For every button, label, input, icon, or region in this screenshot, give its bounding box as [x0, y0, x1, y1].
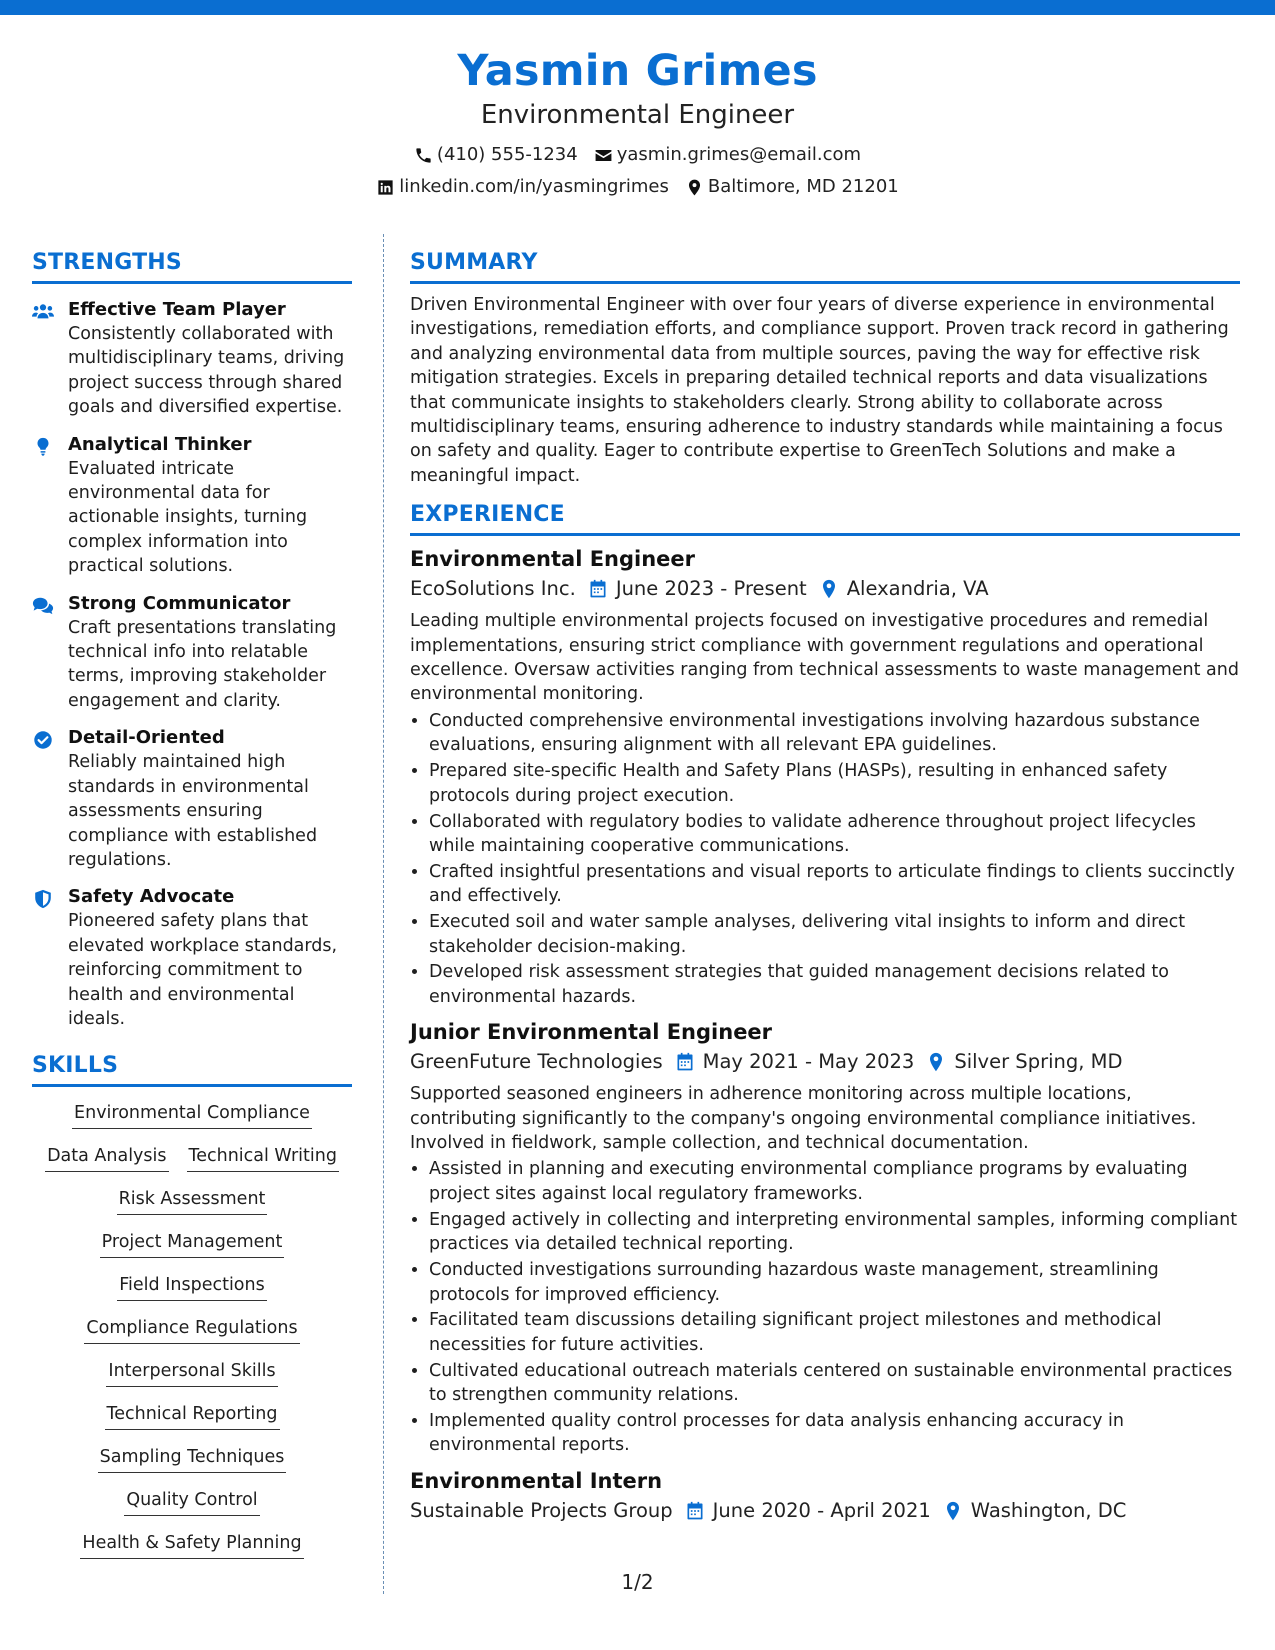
job-meta — [410, 1496, 1240, 1526]
bullet-item: • Conducted investigations surrounding hazardous waste management, streamlining protocols for improved efficiency. — [429, 1258, 1240, 1307]
job-company: Sustainable Projects Group — [410, 1498, 673, 1522]
bullet-item: • Prepared site-specific Health and Safety Plans (HASPs), resulting in enhanced safety protocols during project execution. — [429, 759, 1240, 808]
strength-item — [32, 298, 352, 420]
map-marker-icon — [685, 178, 704, 197]
strength-item — [32, 433, 352, 579]
skills-list — [32, 1101, 352, 1559]
job-title: Environmental Engineer — [410, 547, 696, 572]
bullet-item: • Facilitated team discussions detailing significant project milestones and methodical necessities for future activities. — [429, 1308, 1240, 1357]
bullet-item: • Developed risk assessment strategies that guided management decisions related to environmental hazards. — [429, 960, 1240, 1009]
skill-tag: Health & Safety Planning — [80, 1531, 303, 1559]
job-description: Leading multiple environmental projects focused on investigative procedures and remedial implementations, ensuring strict compliance with government regulations and operational excellence. Oversaw activities ranging from technical assessments to waste management and environmental monitoring. — [410, 611, 1239, 705]
contact-row-2 — [0, 174, 1275, 200]
job-title: Environmental Intern — [410, 1468, 663, 1493]
column-divider — [383, 234, 384, 1594]
email-text: yasmin.grimes@email.com — [616, 144, 862, 165]
job-title: Junior Environmental Engineer — [410, 1020, 773, 1045]
skills-heading: SKILLS — [32, 1051, 352, 1087]
comments-icon — [32, 596, 54, 616]
strength-desc: Pioneered safety plans that elevated workplace standards, reinforcing commitment to health and environmental ideals. — [68, 911, 338, 1029]
job-company: EcoSolutions Inc. — [410, 577, 576, 601]
strengths-list — [32, 298, 352, 1031]
skill-tag: Environmental Compliance — [72, 1101, 312, 1129]
skill-tag: Compliance Regulations — [84, 1316, 299, 1344]
skill-tag: Sampling Techniques — [98, 1445, 287, 1473]
strength-item — [32, 592, 352, 714]
linkedin-text: linkedin.com/in/yasmingrimes — [399, 176, 669, 197]
skill-tag: Technical Writing — [187, 1144, 339, 1172]
check-circle-icon — [32, 730, 54, 750]
strength-desc: Consistently collaborated with multidisciplinary teams, driving project success through shared goals and diversified expertise. — [68, 324, 345, 418]
calendar-icon — [685, 1501, 705, 1521]
strength-title: Effective Team Player — [68, 299, 286, 320]
summary-text: Driven Environmental Engineer with over four years of diverse experience in environmental investigations, remediation efforts, and compliance support. Proven track record in gathering and analyzing environmental data from multiple sources, paving the way for effective risk mitigation strategies. Excels in preparing detailed technical reports and data visualizations that communicate insights to stakeholders clearly. Strong ability to collaborate across multidisciplinary teams, ensuring adherence to industry standards while maintaining a focus on safety and quality. Eager to contribute expertise to GreenTech Solutions and make a meaningful impact. — [410, 295, 1229, 486]
job-bullets — [410, 1157, 1240, 1457]
job-location: Silver Spring, MD — [954, 1050, 1123, 1074]
job-dates: June 2023 - Present — [615, 577, 807, 601]
strength-title: Safety Advocate — [68, 886, 235, 908]
strength-desc: Reliably maintained high standards in environmental assessments ensuring compliance with established regulations. — [68, 752, 318, 870]
lightbulb-icon — [32, 437, 54, 457]
strength-desc: Craft presentations translating technical info into relatable terms, improving stakeholder engagement and clarity. — [68, 617, 337, 711]
map-marker-icon — [943, 1501, 963, 1521]
bullet-item: • Cultivated educational outreach materials centered on sustainable environmental practices to strengthen community relations. — [429, 1359, 1240, 1408]
map-marker-icon — [926, 1052, 946, 1072]
bullet-item: • Collaborated with regulatory bodies to validate adherence throughout project lifecycles while maintaining cooperative communications. — [429, 810, 1240, 859]
job-dates: June 2020 - April 2021 — [712, 1498, 931, 1522]
strength-item — [32, 885, 352, 1031]
resume-header — [0, 42, 1275, 200]
shield-icon — [32, 889, 54, 909]
skill-tag: Field Inspections — [117, 1273, 266, 1301]
phone-text: (410) 555-1234 — [436, 144, 578, 165]
summary-heading: SUMMARY — [410, 248, 1240, 284]
bullet-item: • Executed soil and water sample analyses, delivering vital insights to inform and direct stakeholder decision-making. — [429, 910, 1240, 959]
bullet-item: • Assisted in planning and executing environmental compliance programs by evaluating project sites against local regulatory frameworks. — [429, 1157, 1240, 1206]
strength-title: Detail-Oriented — [68, 727, 225, 749]
experience-heading: EXPERIENCE — [410, 500, 1240, 536]
contact-row-1 — [0, 142, 1275, 168]
contact-email — [594, 142, 861, 168]
strength-title: Strong Communicator — [68, 592, 291, 614]
skill-tag: Risk Assessment — [117, 1187, 268, 1215]
skill-tag: Interpersonal Skills — [106, 1359, 277, 1387]
skill-tag: Technical Reporting — [105, 1402, 280, 1430]
strength-title: Analytical Thinker — [68, 433, 252, 455]
bullet-item: • Implemented quality control processes for data analysis enhancing accuracy in environmental reports. — [429, 1409, 1240, 1458]
location-text: Baltimore, MD 21201 — [707, 176, 899, 197]
contact-location — [685, 174, 899, 200]
job-location: Alexandria, VA — [846, 577, 989, 601]
job-meta — [410, 574, 1240, 604]
strength-desc: Evaluated intricate environmental data for actionable insights, turning complex information into practical solutions. — [68, 458, 308, 577]
bullet-item: • Crafted insightful presentations and visual reports to articulate findings to clients succinctly and effectively. — [429, 860, 1240, 909]
job-company: GreenFuture Technologies — [410, 1050, 663, 1074]
job-dates: May 2021 - May 2023 — [702, 1050, 915, 1074]
candidate-title: Environmental Engineer — [480, 100, 795, 130]
job-bullets — [410, 709, 1240, 1009]
job-entry — [410, 1466, 1240, 1526]
skill-tag: Data Analysis — [45, 1144, 168, 1172]
job-entry — [410, 1017, 1240, 1458]
linkedin-icon — [376, 178, 395, 197]
skill-tag: Quality Control — [124, 1488, 259, 1516]
contact-linkedin — [376, 174, 669, 200]
strengths-heading: STRENGTHS — [32, 248, 352, 284]
right-column — [410, 248, 1240, 1526]
job-description: Supported seasoned engineers in adherence monitoring across multiple locations, contributing significantly to the company's ongoing environmental compliance initiatives. Involved in fieldwork, sample collection, and technical documentation. — [410, 1084, 1197, 1154]
calendar-icon — [588, 579, 608, 599]
bullet-item: • Conducted comprehensive environmental investigations involving hazardous substance evaluations, ensuring alignment with all relevant EPA guidelines. — [429, 709, 1240, 758]
strength-item — [32, 726, 352, 872]
calendar-icon — [675, 1052, 695, 1072]
job-entry — [410, 544, 1240, 1009]
page-number: 1/2 — [621, 1570, 654, 1594]
phone-icon — [414, 146, 433, 165]
left-column — [32, 248, 352, 1559]
users-icon — [32, 302, 54, 322]
envelope-icon — [594, 146, 613, 165]
bullet-item: • Engaged actively in collecting and interpreting environmental samples, informing compliant practices via detailed technical reporting. — [429, 1208, 1240, 1257]
map-marker-icon — [819, 579, 839, 599]
job-location: Washington, DC — [970, 1498, 1127, 1522]
contact-phone — [414, 142, 578, 168]
candidate-name: Yasmin Grimes — [457, 46, 818, 96]
job-meta — [410, 1047, 1240, 1077]
skill-tag: Project Management — [100, 1230, 285, 1258]
top-accent-bar — [0, 0, 1275, 15]
